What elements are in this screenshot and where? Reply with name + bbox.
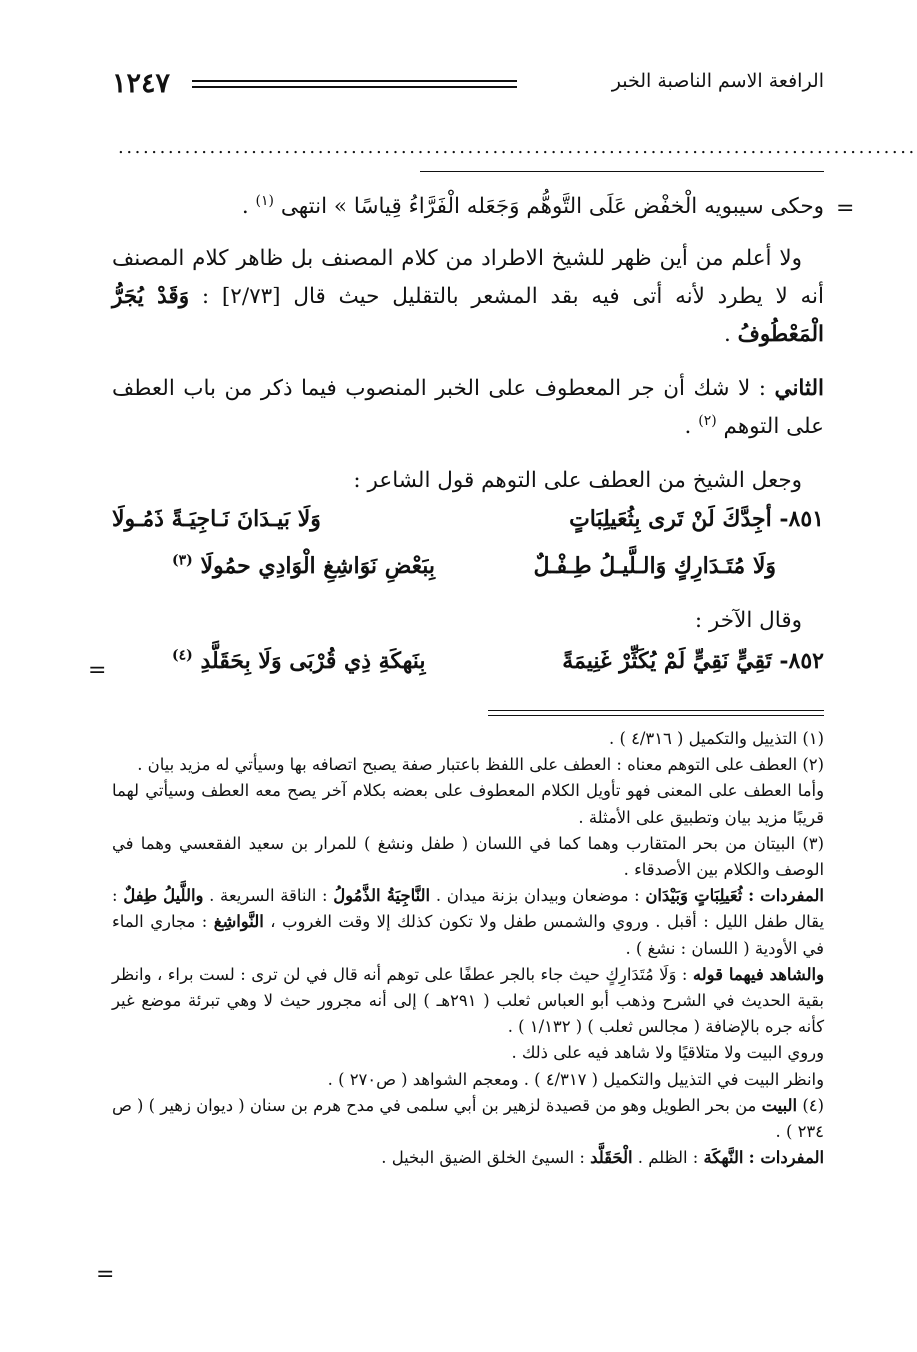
vocab-term-3: واللَّيلُ طِفلٌ — [123, 886, 204, 906]
vocab-term-5: النَّهكَة — [703, 1148, 744, 1168]
verse-852-hemistich-2-text: بِنَهكَةِ ذِي قُرْبَى وَلَا بِحَقَلَّدِ — [200, 648, 426, 674]
paragraph-3-end: . — [684, 414, 692, 439]
vocab-term-1: ثُعَيلِبَاتٍ وَبَيْدَان — [645, 886, 743, 906]
footnote-ref-4: (٤) — [172, 647, 193, 664]
paragraph-1-text: وحكى سيبويه الْخفْض عَلَى التَّوهُّم وَجَعَله الْفَرَّاءُ قِياسًا » انتهى — [280, 194, 824, 219]
running-title: الرافعة الاسم الناصبة الخبر — [611, 70, 824, 92]
vocab-def-2: : الناقة السريعة . — [209, 886, 328, 906]
page-number: ١٢٤٧ — [112, 68, 171, 99]
footnote-4-number: (٤) — [802, 1095, 824, 1115]
footnote-2a: (٢) العطف على التوهم معناه : العطف على اللفظ باعتبار صفة يصبح اتصافه بها وسيأتي له مزيد بيان . — [137, 755, 824, 775]
verse-851-hemistich-4 — [172, 553, 435, 579]
footnote-rule — [488, 710, 824, 716]
vocab-term-6: الْحَقَلَّد — [590, 1148, 633, 1168]
evidence-label: والشاهد فيهما قوله — [692, 964, 824, 984]
footnote-3d: وروي البيت ولا متلاقيًا ولا شاهد فيه على ذلك . — [511, 1043, 824, 1063]
footnote-4b — [112, 1145, 824, 1171]
dotted-separator: ................................................................................................ — [118, 137, 917, 158]
paragraph-2-text: ولا أعلم من أين ظهر للشيخ الاطراد من كلام المصنف بل ظاهر كلام المصنف أنه لا يطرد لأنه أتى فيه بقد المشعر بالتقليل حيث قال [٢/٧٣] : — [112, 246, 824, 309]
continuation-mark-bottom: = — [96, 1262, 115, 1287]
verse-851-hemistich-1: ٨٥١- أجِدَّكَ لَنْ تَرى بِثُعَيلِبَاتٍ — [569, 506, 824, 532]
verse-851-line-1 — [112, 506, 824, 546]
paragraph-3 — [112, 370, 824, 446]
verse-851-hemistich-4-text: بِبَعْضِ نَوَاشِغِ الْوَادِي حمُولَا — [200, 553, 436, 579]
footnote-1: (١) التذييل والتكميل ( ٤/٣١٦ ) . — [609, 729, 824, 748]
paragraph-5: وقال الآخر : — [694, 608, 802, 633]
verse-851-hemistich-2: وَلَا بَيـدَانَ نَـاجِيَـةً ذَمُـولَا — [112, 506, 321, 532]
footnote-ref-2: (٢) — [698, 412, 717, 429]
paragraph-2 — [112, 240, 824, 354]
paragraph-1-end: . — [241, 194, 249, 219]
footnote-2b: وأما العطف على المعنى فهو تأويل الكلام المعطوف على بعضه بكلام آخر يصح معه العطف وسيأتي لهما قريبًا مزيد بيان وتطبيق على الأمثلة . — [112, 781, 824, 827]
vocab-def-6: : السيئ الخلق الضيق البخيل . — [381, 1148, 585, 1168]
footnote-3b — [112, 883, 824, 962]
footnote-4-text: من بحر الطويل وهو من قصيدة لزهير بن أبي سلمى في مدح هرم بن سنان ( ديوان زهير ) ( ص ٢٣٤ ) . — [112, 1095, 824, 1142]
header-rule — [192, 80, 517, 88]
page-header — [112, 68, 824, 102]
vocab-label: المفردات : — [748, 886, 824, 906]
continuation-mark-verse: = — [88, 658, 107, 683]
footnote-4a — [112, 1093, 824, 1145]
vocab-label-2: المفردات : — [748, 1148, 824, 1168]
paragraph-2-end: . — [723, 322, 731, 347]
verse-851-line-2 — [112, 553, 824, 593]
quoted-phrase: وَقَدْ يُجَرُّ الْمَعْطُوفُ — [112, 284, 824, 347]
vocab-term-2: النَّاجِيَةُ الذَّمُولُ — [333, 886, 431, 906]
separator-rule — [420, 171, 824, 172]
vocab-def-1: : موضعان وبيدان بزنة ميدان . — [435, 886, 640, 906]
verse-852 — [112, 648, 824, 688]
verse-851-hemistich-3: وَلَا مُتَـدَارِكٍ وَالـلَّيـلُ طِـفْـلٌ — [533, 553, 776, 579]
continuation-mark-top: = — [836, 196, 855, 221]
second-point-label: الثاني — [774, 376, 824, 401]
verse-852-hemistich-2 — [172, 648, 426, 674]
footnote-3c — [112, 962, 824, 1041]
paragraph-4: وجعل الشيخ من العطف على التوهم قول الشاعر : — [353, 468, 802, 493]
verse-label: البيت — [761, 1095, 798, 1115]
footnote-ref-1: (١) — [255, 192, 274, 209]
paragraph-3-text: : لا شك أن جر المعطوف على الخبر المنصوب فيما ذكر من باب العطف على التوهم — [112, 376, 824, 439]
footnote-3a: (٣) البيتان من بحر المتقارب وهما كما في اللسان ( طفل ونشغ ) للمرار بن سعيد الفقعسي وهما في الوصف والكلام بين الأصدقاء . — [112, 833, 824, 880]
vocab-def-3: : يقال طفل الليل : أقبل . وروي والشمس طفل ولا تكون كذلك إلا وقت الغروب ، — [112, 886, 825, 932]
vocab-def-4: : مجاري الماء في الأودية ( اللسان : نشغ ) . — [112, 912, 824, 958]
footnotes — [112, 726, 824, 1171]
footnote-ref-3: (٣) — [172, 552, 193, 569]
footnote-3e: وانظر البيت في التذييل والتكميل ( ٤/٣١٧ ) . ومعجم الشواهد ( ص٢٧٠ ) . — [327, 1069, 824, 1089]
vocab-def-5: : الظلم . — [637, 1148, 699, 1168]
evidence-text: : وَلَا مُتَدَارِكٍ حيث جاء بالجر عطفًا على توهم أنه قال في لن ترى : لست براء ، وانظر بقية الحديث في الشرح وذهب أبو العباس ثعلب ( ٢٩١هـ ) إلى أنه مجرور حيث لا وهي تبرئة موضع غير كأنه جره بالإضافة ( مجالس ثعلب ) ( ١/١٣٢ ) . — [112, 964, 824, 1037]
vocab-term-4: النَّواشِغ — [213, 912, 264, 932]
paragraph-1 — [112, 188, 824, 226]
verse-852-hemistich-1: ٨٥٢- تَقِيٍّ نَقِيٍّ لَمْ يُكَثِّرْ غَنِيمَةً — [562, 648, 824, 674]
